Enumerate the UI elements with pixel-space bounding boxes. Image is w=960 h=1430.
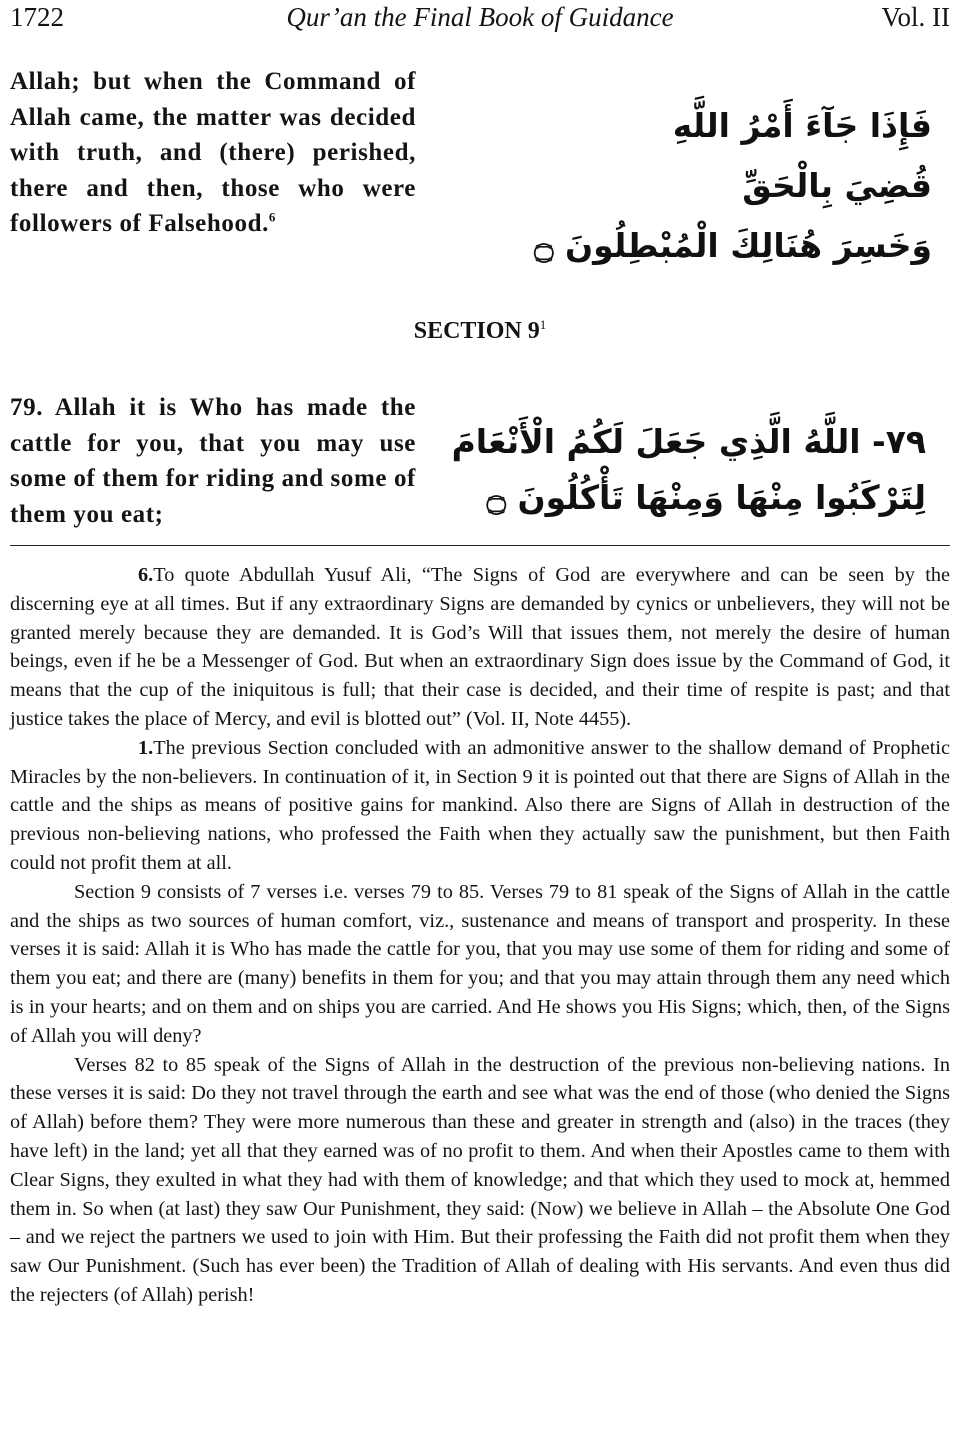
footnote-text: To quote Abdullah Yusuf Ali, “The Signs of God are everywhere and can be seen by the discerning eye at all times. But if any extraordinary Signs are demanded by cynics or unbelievers, they will not be granted merely because they are demanded. It is God’s Will that issues them, not merely the desire of human beings, even if he be a Messenger of God. But when an extraordinary Sign does issue by the Command of God, it means that the cup of the iniquitous is full; that their case is decided, and their time of respite is past; and that justice takes the place of Mercy, and evil is blotted out” (Vol. II, Note 4455). [10, 564, 950, 730]
footnote-paragraph [10, 878, 950, 1051]
verse-text: Allah; but when the Command of Allah came, the matter was decided with truth, and (there) perished, there and then, those who were followers of Falsehood. [10, 68, 416, 237]
section-title: SECTION 9 [413, 318, 540, 344]
page-header [10, 2, 950, 36]
footnote-text: The previous Section concluded with an admonitive answer to the shallow demand of Prophetic Miracles by the non-believers. In continuation of it, in Section 9 it is pointed out that there are Signs of Allah in the cattle and the ships as means of positive gains for mankind. Also there are Signs of Allah in destruction of the previous non-believing nations, who professed the Faith when they actually saw the punishment, but then Faith could not profit them at all. [10, 736, 950, 874]
arabic-line: لِتَرْكَبُوا مِنْهَا وَمِنْهَا تَأْكُلُونَ ۝ [486, 478, 926, 517]
verse-translation-1 [10, 64, 416, 242]
footnote-paragraph [10, 1051, 950, 1310]
footnote-text: Verses 82 to 85 speak of the Signs of Allah in the destruction of the previous non-believing nations. In these verses it is said: Do they not travel through the earth and see what was the end of those (who denied the Signs of Allah) before them? They were more numerous than these and greater in strength and (also) in the traces (they have left) in the land; yet all that they earned was of no profit to them. And when their Apostles came to them with Clear Signs, they exulted in what they had with them of knowledge; and that which they used to mock at, hemmed them in. So when (at last) they saw Our Punishment, they said: (Now) we believe in Allah – the Absolute One God – and we reject the partners we used to join with Him. But their professing the Faith did not profit them when they saw Our Punishment. (Such has ever been) the Tradition of Allah of dealing with His servants. And even thus did the rejecters (of Allah) perish! [10, 1053, 950, 1306]
footnotes [10, 561, 950, 1310]
footnote-number: 1. [138, 736, 154, 759]
footnote-text: Section 9 consists of 7 verses i.e. verses 79 to 85. Verses 79 to 81 speak of the Signs of Allah in the cattle and the ships as two sources of human comfort, viz., sustenance and means of transport and prosperity. In these verses it is said: Allah it is Who has made the cattle for you, that you may use some of them for riding and some of them you eat; and there are (many) benefits in them for you; and that you may attain through them any need which is in your hearts; and on them and on ships you are carried. And He shows you His Signs; which, then, of the Signs of Allah you will deny? [10, 880, 950, 1047]
verse-translation-2: 79. Allah it is Who has made the cattle for you, that you may use some of them for riding and some of them you eat; [10, 394, 416, 528]
arabic-line: ٧٩- اللَّهُ الَّذِي جَعَلَ لَكُمُ الْأَنْعَامَ [451, 422, 926, 461]
footnote-ref: 6 [268, 209, 277, 225]
arabic-line: فَإِذَا جَآءَ أَمْرُ اللَّهِ [672, 106, 932, 145]
section-heading [0, 318, 960, 345]
arabic-verse-1 [492, 96, 932, 276]
footnote-number: 6. [138, 564, 154, 586]
footnote-paragraph [10, 734, 950, 878]
footnote-divider [10, 545, 950, 546]
page-number: 1722 [10, 2, 64, 32]
footnote-ref: 1 [539, 317, 547, 332]
arabic-line: قُضِيَ بِالْحَقِّ [742, 166, 932, 205]
arabic-line: وَخَسِرَ هُنَالِكَ الْمُبْطِلُونَ ۝ [534, 226, 932, 265]
footnote-paragraph [10, 561, 950, 734]
arabic-verse-2 [451, 414, 926, 526]
volume-label: Vol. II [881, 2, 950, 32]
book-title: Qur’an the Final Book of Guidance [286, 2, 674, 32]
